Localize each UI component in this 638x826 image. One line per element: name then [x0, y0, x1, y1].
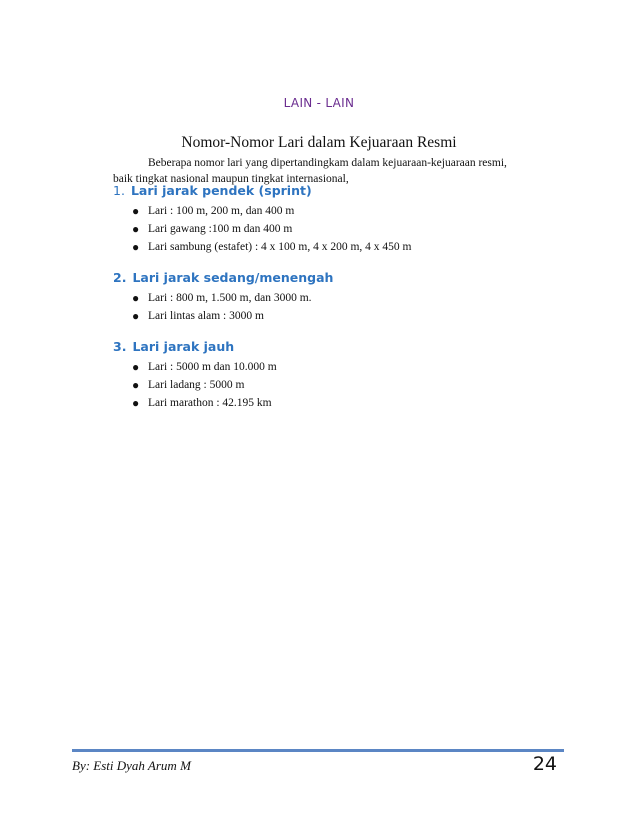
- section-long-distance: [113, 337, 543, 412]
- list-item: [113, 394, 543, 412]
- bullet-icon: ●: [132, 290, 140, 305]
- item-list: [113, 289, 543, 325]
- bullet-icon: ●: [132, 221, 140, 236]
- bullet-icon: ●: [132, 239, 140, 254]
- section-sprint: [113, 181, 543, 256]
- page-number: 24: [532, 753, 557, 775]
- list-item-text: Lari : 100 m, 200 m, dan 400 m: [148, 205, 295, 217]
- list-item: [113, 289, 543, 307]
- list-item: [113, 376, 543, 394]
- section-heading: [113, 181, 543, 199]
- intro-line-2: baik tingkat nasional maupun tingkat internasional,: [113, 173, 349, 185]
- list-item-text: Lari : 5000 m dan 10.000 m: [148, 361, 277, 373]
- section-heading: [113, 268, 543, 286]
- list-item-text: Lari sambung (estafet) : 4 x 100 m, 4 x 200 m, 4 x 450 m: [148, 241, 412, 253]
- list-item: [113, 202, 543, 220]
- section-heading-text: Lari jarak jauh: [132, 338, 235, 354]
- section-heading-text: Lari jarak sedang/menengah: [132, 269, 334, 285]
- bullet-icon: ●: [132, 359, 140, 374]
- list-item-text: Lari : 800 m, 1.500 m, dan 3000 m.: [148, 292, 312, 304]
- document-title: Nomor-Nomor Lari dalam Kejuaraan Resmi: [181, 134, 457, 151]
- page-header-title: LAIN - LAIN: [283, 96, 355, 110]
- section-number: 3.: [113, 338, 127, 354]
- list-item: [113, 358, 543, 376]
- list-item: [113, 238, 543, 256]
- list-item-text: Lari gawang :100 m dan 400 m: [148, 223, 293, 235]
- footer-author: By: Esti Dyah Arum M: [72, 758, 191, 773]
- footer-rule: [72, 749, 564, 752]
- bullet-icon: ●: [132, 377, 140, 392]
- item-list: [113, 202, 543, 256]
- list-item-text: Lari ladang : 5000 m: [148, 379, 245, 391]
- list-item-text: Lari lintas alam : 3000 m: [148, 310, 264, 322]
- item-list: [113, 358, 543, 412]
- bullet-icon: ●: [132, 308, 140, 323]
- intro-line-1: Beberapa nomor lari yang dipertandingkam dalam kejuaraan-kejuaraan resmi,: [148, 157, 507, 169]
- list-item: [113, 220, 543, 238]
- list-item: [113, 307, 543, 325]
- section-middle-distance: [113, 268, 543, 325]
- section-heading-text: Lari jarak pendek (sprint): [130, 182, 312, 198]
- section-number: 2.: [113, 269, 127, 285]
- section-heading: [113, 337, 543, 355]
- bullet-icon: ●: [132, 395, 140, 410]
- list-item-text: Lari marathon : 42.195 km: [148, 397, 272, 409]
- section-number: 1.: [113, 182, 125, 198]
- bullet-icon: ●: [132, 203, 140, 218]
